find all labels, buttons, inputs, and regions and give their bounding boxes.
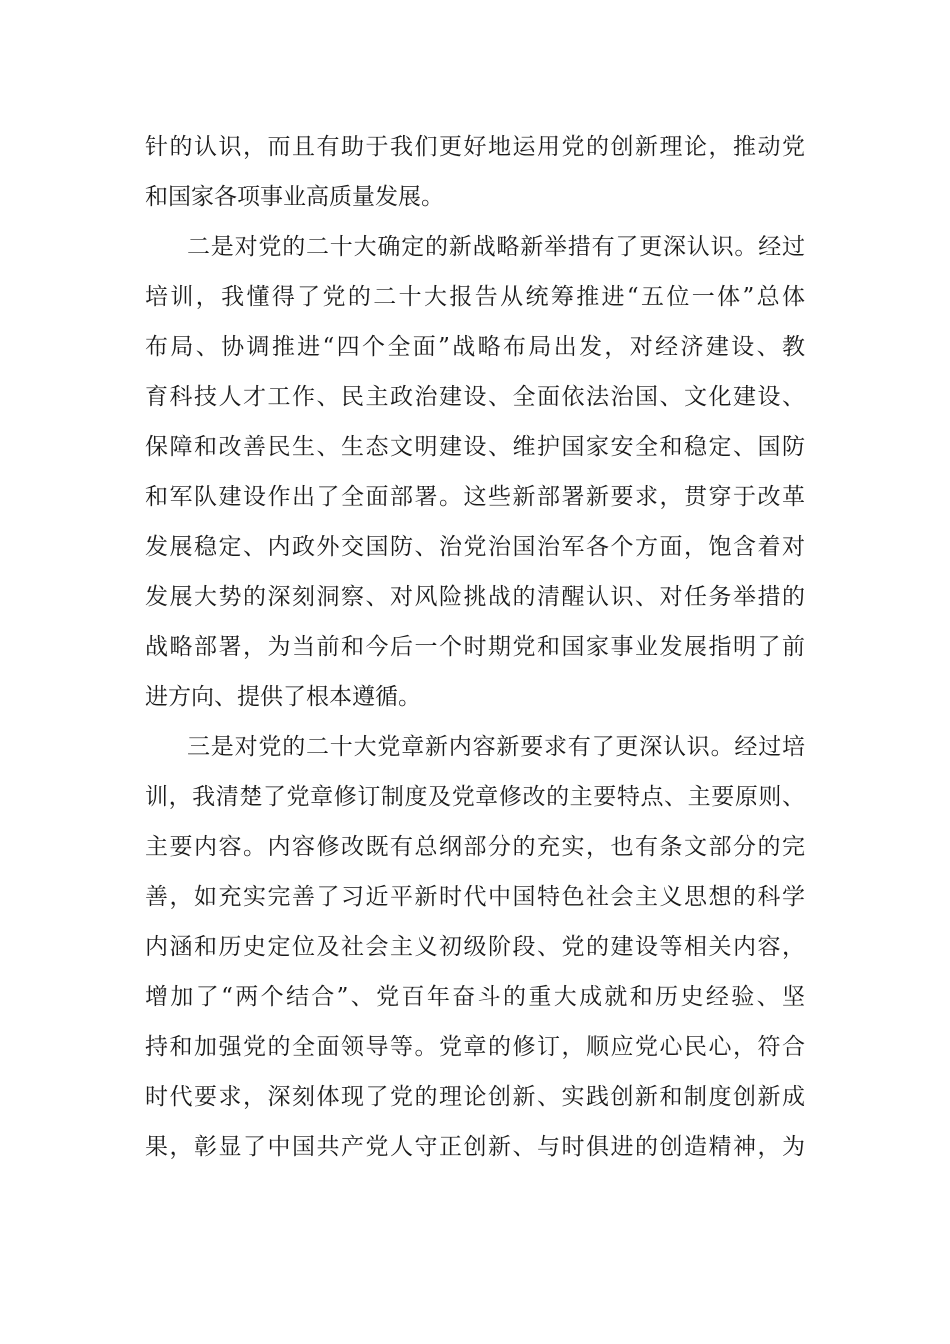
text-line: 和军队建设作出了全面部署。这些新部署新要求，贯穿于改革 [145, 484, 805, 510]
text-line: 训，我清楚了党章修订制度及党章修改的主要特点、主要原则、 [145, 784, 805, 810]
text-line: 持和加强党的全面领导等。党章的修订，顺应党心民心，符合 [145, 1034, 805, 1060]
paragraph-first-line: 二是对党的二十大确定的新战略新举措有了更深认识。经过 [187, 234, 805, 260]
text-line: 增加了“两个结合”、党百年奋斗的重大成就和历史经验、坚 [145, 984, 805, 1010]
text-line: 培训，我懂得了党的二十大报告从统筹推进“五位一体”总体 [145, 284, 805, 310]
text-line: 善，如充实完善了习近平新时代中国特色社会主义思想的科学 [145, 884, 805, 910]
paragraph-first-line: 三是对党的二十大党章新内容新要求有了更深认识。经过培 [187, 734, 805, 760]
text-line: 育科技人才工作、民主政治建设、全面依法治国、文化建设、 [145, 384, 805, 410]
text-line: 进方向、提供了根本遵循。 [145, 684, 421, 710]
text-line: 主要内容。内容修改既有总纲部分的充实，也有条文部分的完 [145, 834, 805, 860]
text-line: 果，彰显了中国共产党人守正创新、与时俱进的创造精神，为 [145, 1134, 805, 1160]
text-line: 发展大势的深刻洞察、对风险挑战的清醒认识、对任务举措的 [145, 584, 805, 610]
text-line: 和国家各项事业高质量发展。 [145, 184, 444, 210]
text-line: 保障和改善民生、生态文明建设、维护国家安全和稳定、国防 [145, 434, 805, 460]
text-line: 发展稳定、内政外交国防、治党治国治军各个方面，饱含着对 [145, 534, 805, 560]
text-line: 针的认识，而且有助于我们更好地运用党的创新理论，推动党 [145, 134, 805, 160]
text-line: 布局、协调推进“四个全面”战略布局出发，对经济建设、教 [145, 334, 805, 360]
text-line: 内涵和历史定位及社会主义初级阶段、党的建设等相关内容， [145, 934, 805, 960]
text-line: 战略部署，为当前和今后一个时期党和国家事业发展指明了前 [145, 634, 805, 660]
text-line: 时代要求，深刻体现了党的理论创新、实践创新和制度创新成 [145, 1084, 805, 1110]
